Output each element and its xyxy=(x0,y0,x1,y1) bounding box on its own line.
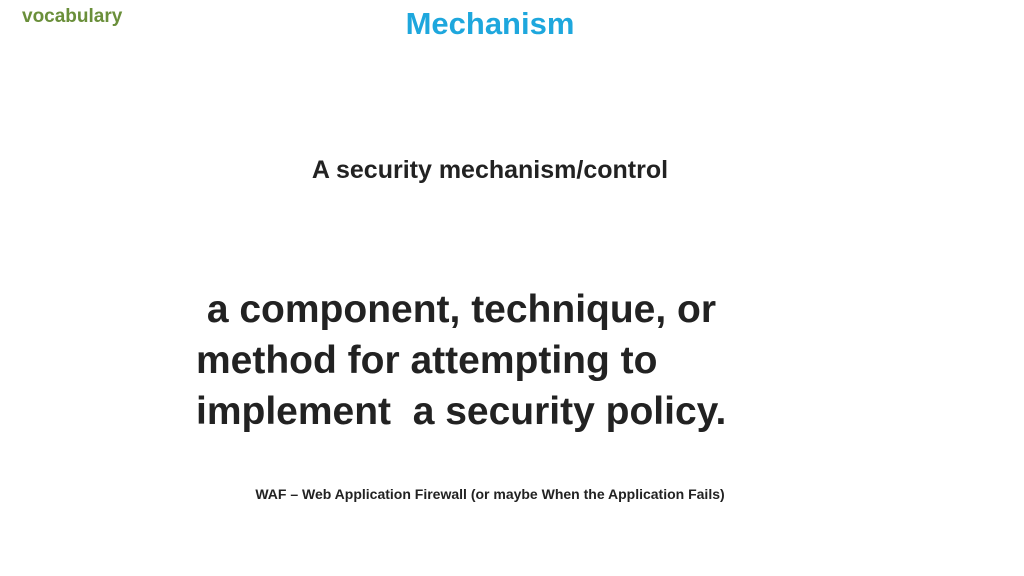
example-note: WAF – Web Application Firewall (or maybe When the Application Fails) xyxy=(255,486,725,502)
definition-line: a component, technique, or xyxy=(196,288,717,331)
slide-title: Mechanism xyxy=(405,6,575,41)
term-heading: A security mechanism/control xyxy=(311,156,669,184)
definition-text xyxy=(196,284,836,437)
definition-line: implement a security policy. xyxy=(196,390,727,433)
definition-line: method for attempting to xyxy=(196,339,658,382)
section-tag: vocabulary xyxy=(22,6,123,27)
